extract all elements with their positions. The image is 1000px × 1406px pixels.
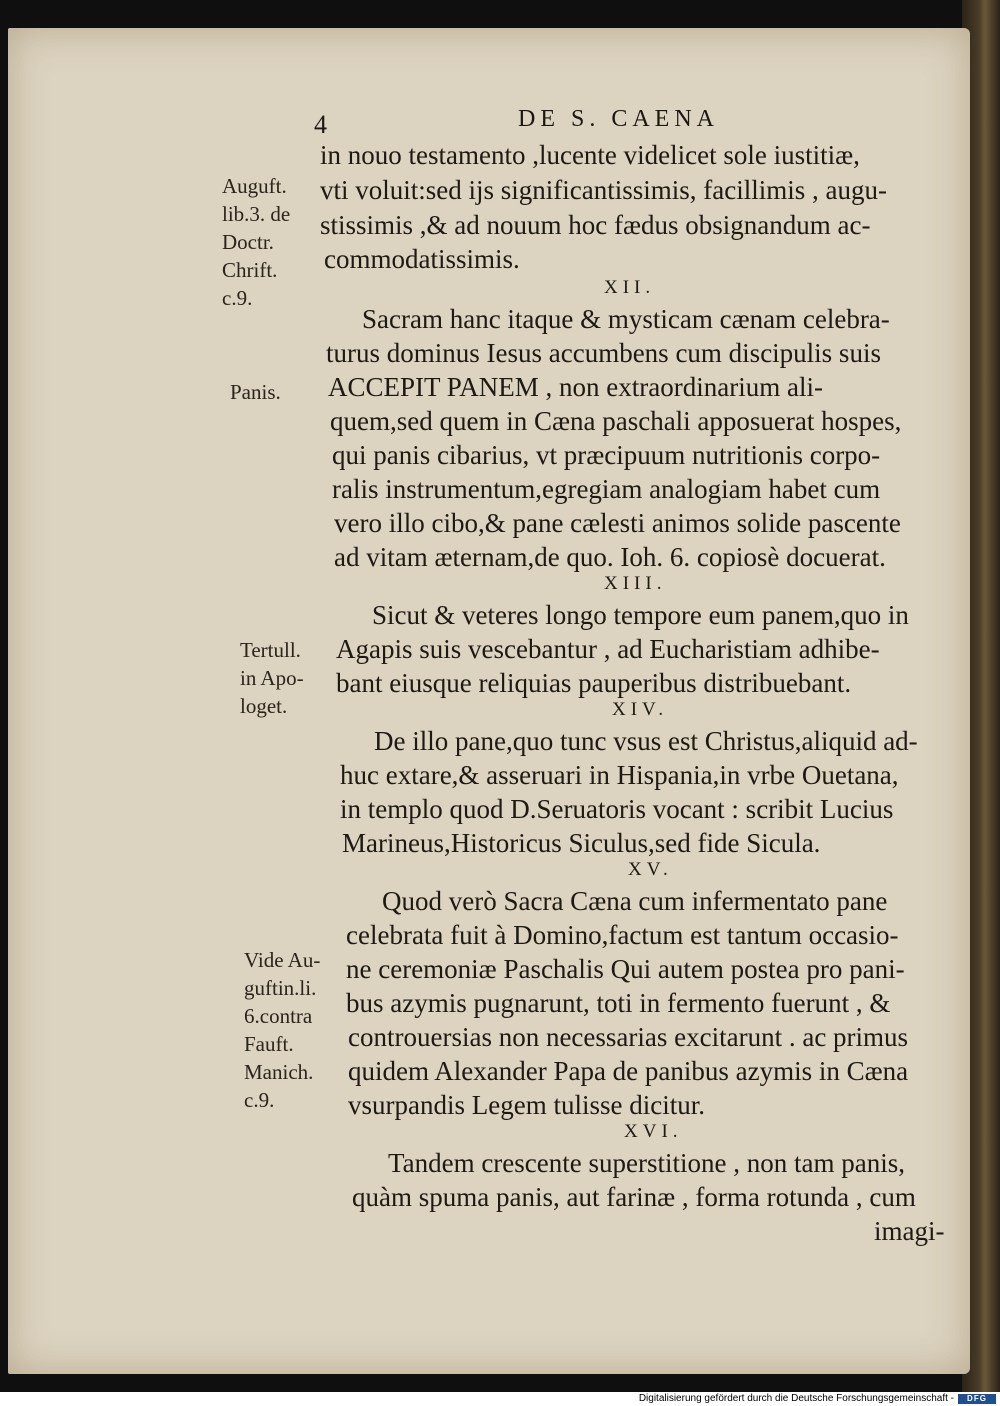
margin-note: Auguft. lib.3. de Doctr. Chrift. c.9.: [222, 174, 291, 310]
text-line: bant eiusque reliquias pauperibus distribuebant.: [336, 668, 852, 698]
text-line: vsurpandis Legem tulisse dicitur.: [348, 1090, 705, 1120]
text-line: Tandem crescente superstitione , non tam panis,: [388, 1148, 905, 1178]
dfg-logo-icon: DFG: [958, 1394, 996, 1404]
text-line: in templo quod D.Seruatoris vocant : scribit Lucius: [340, 794, 894, 824]
text-line: stissimis ,& ad nouum hoc fædus obsignandum ac-: [320, 210, 871, 240]
margin-note: Panis.: [230, 380, 281, 404]
margin-note: Tertull. in Apo- loget.: [240, 638, 304, 718]
text-line: ad vitam æternam,de quo. Ioh. 6. copiosè docuerat.: [334, 542, 886, 572]
catchword: imagi-: [874, 1216, 945, 1246]
book-page: [8, 28, 970, 1374]
text-line: controuersias non necessarias excitarunt . ac primus: [348, 1022, 909, 1052]
text-line: vero illo cibo,& pane cælesti animos solide pascente: [334, 508, 901, 538]
text-line: Marineus,Historicus Siculus,sed fide Sicula.: [342, 828, 821, 858]
text-line: quidem Alexander Papa de panibus azymis in Cæna: [348, 1056, 909, 1086]
section-number: XIII.: [604, 573, 667, 594]
text-line: turus dominus Iesus accumbens cum discipulis suis: [326, 338, 881, 368]
footer-bar: [0, 1392, 1000, 1406]
section-number: XV.: [628, 859, 673, 880]
text-line: in nouo testamento ,lucente videlicet sole iustitiæ,: [320, 140, 860, 170]
running-head: DE S. CAENA: [518, 106, 720, 132]
page-number: 4: [314, 110, 327, 139]
section-number: XII.: [604, 277, 656, 298]
text-line: celebrata fuit à Domino,factum est tantum occasio-: [346, 920, 899, 950]
text-line: De illo pane,quo tunc vsus est Christus,aliquid ad-: [374, 726, 918, 756]
section-number: XIV.: [612, 699, 669, 720]
text-line: Agapis suis vescebantur , ad Eucharistiam adhibe-: [336, 634, 880, 664]
section-number: XVI.: [624, 1121, 683, 1142]
text-line: Sacram hanc itaque & mysticam cænam celebra-: [362, 304, 890, 334]
text-line: ralis instrumentum,egregiam analogiam habet cum: [332, 474, 881, 504]
text-line: Quod verò Sacra Cæna cum infermentato pane: [382, 886, 888, 916]
text-line: quàm spuma panis, aut farinæ , forma rotunda , cum: [352, 1182, 916, 1212]
text-line: bus azymis pugnarunt, toti in fermento fuerunt , &: [346, 988, 891, 1018]
funding-credit: Digitalisierung gefördert durch die Deutsche Forschungsgemeinschaft -: [638, 1393, 954, 1404]
text-line: Sicut & veteres longo tempore eum panem,quo in: [372, 600, 909, 630]
margin-note: Vide Au- guftin.li. 6.contra Fauft. Manich. c.9.: [244, 948, 321, 1112]
text-line: qui panis cibarius, vt præcipuum nutritionis corpo-: [332, 440, 881, 470]
text-line: commodatissimis.: [324, 244, 520, 274]
text-line: vti voluit:sed ijs significantissimis, facillimis , augu-: [320, 175, 887, 205]
text-line: ACCEPIT PANEM , non extraordinarium ali-: [328, 372, 823, 402]
text-line: ne ceremoniæ Paschalis Qui autem postea pro pani-: [346, 954, 905, 984]
text-line: huc extare,& asseruari in Hispania,in vrbe Ouetana,: [340, 760, 899, 790]
text-line: quem,sed quem in Cæna paschali apposuerat hospes,: [330, 406, 902, 436]
